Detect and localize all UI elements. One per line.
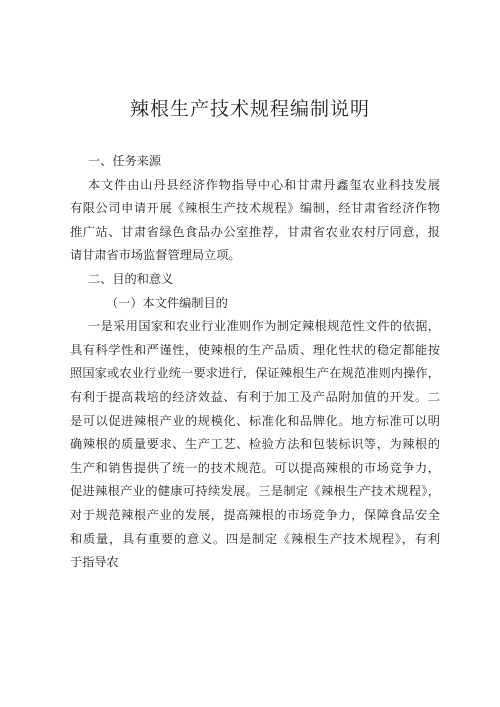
body-line: 有利于提高栽培的经济效益、有利于加工及产品附加值的开发。二 bbox=[70, 389, 440, 404]
section-heading-purpose: 二、目的和意义 bbox=[88, 271, 174, 286]
body-line: 确辣根的质量要求、生产工艺、检验方法和包装标识等，为辣根的 bbox=[70, 437, 440, 452]
body-line: 和质量，具有重要的意义。四是制定《辣根生产技术规程》，有利 bbox=[70, 531, 440, 546]
body-line: 推广站、甘肃省绿色食品办公室推荐，甘肃省农业农村厅同意，报 bbox=[70, 224, 440, 239]
body-line: 本文件由山丹县经济作物指导中心和甘肃丹鑫玺农业科技发展 bbox=[88, 177, 440, 192]
body-line: 具有科学性和严谨性，使辣根的生产品质、理化性状的稳定都能按 bbox=[70, 342, 440, 357]
body-line: 请甘肃省市场监督管理局立项。 bbox=[70, 248, 241, 263]
body-line: 促进辣根产业的健康可持续发展。三是制定《辣根生产技术规程》， bbox=[70, 484, 440, 499]
body-line: 对于规范辣根产业的发展，提高辣根的市场竞争力，保障食品安全 bbox=[70, 507, 440, 522]
body-line: 有限公司申请开展《辣根生产技术规程》编制，经甘肃省经济作物 bbox=[70, 201, 440, 216]
body-line: 生产和销售提供了统一的技术规范。可以提高辣根的市场竞争力， bbox=[70, 460, 440, 475]
body-line: 一是采用国家和农业行业准则作为制定辣根规范性文件的依据， bbox=[88, 319, 440, 334]
body-line: 是可以促进辣根产业的规模化、标准化和品牌化。地方标准可以明 bbox=[70, 413, 440, 428]
subsection-heading-purpose: （一）本文件编制目的 bbox=[106, 295, 228, 310]
document-title: 辣根生产技术规程编制说明 bbox=[129, 98, 370, 120]
section-heading-task-source: 一、任务来源 bbox=[88, 154, 162, 168]
document-body bbox=[70, 150, 440, 575]
body-line: 于指导农 bbox=[70, 555, 119, 570]
body-line: 照国家或农业行业统一要求进行，保证辣根生产在规范准则内操作， bbox=[70, 366, 440, 381]
